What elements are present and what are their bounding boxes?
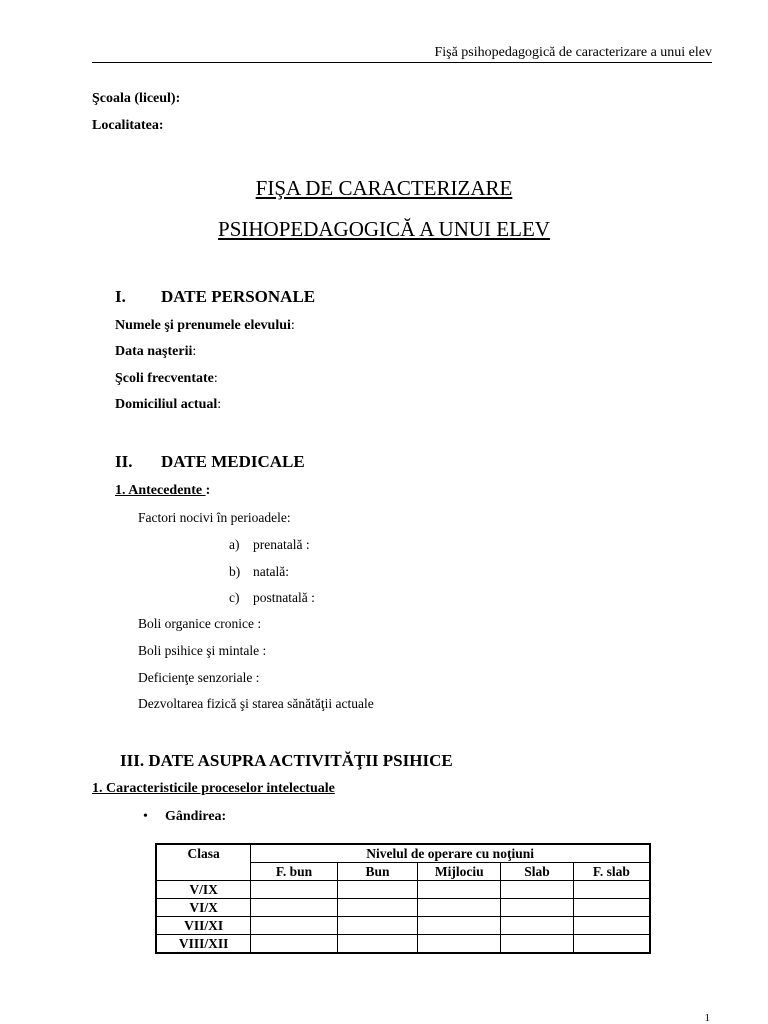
page-number: 1: [704, 1012, 710, 1024]
table-cell: [501, 935, 574, 954]
period-b-letter: b): [229, 564, 241, 579]
table-cell: [573, 899, 650, 917]
table-row: [156, 899, 650, 917]
document-title-line1: FIŞA DE CARACTERIZARE: [255, 176, 513, 200]
table-cell: [501, 917, 574, 935]
locality-label: Localitatea:: [92, 118, 164, 133]
header-rule: [92, 62, 712, 63]
table-cell: [418, 917, 501, 935]
table-cell: [418, 899, 501, 917]
table-cell: [337, 917, 418, 935]
table-row-class: VIII/XII: [156, 935, 251, 954]
period-b-text: natală:: [253, 564, 289, 579]
physical-development-label: Dezvoltarea fizică şi starea sănătăţii actuale: [138, 696, 374, 711]
table-header-level: F. bun: [251, 863, 338, 881]
table-header-level: Bun: [337, 863, 418, 881]
section2-number: II.: [115, 452, 133, 471]
table-cell: [501, 881, 574, 899]
table-row: [156, 881, 650, 899]
period-a-text: prenatală :: [253, 537, 310, 552]
section2-heading: DATE MEDICALE: [161, 452, 305, 471]
mental-diseases-label: Boli psihice şi mintale :: [138, 643, 267, 658]
table-row: [156, 935, 650, 954]
table-cell: [573, 935, 650, 954]
document-title-line2: PSIHOPEDAGOGICĂ A UNUI ELEV: [218, 217, 550, 241]
table-header-level: F. slab: [573, 863, 650, 881]
table-header-level: Mijlociu: [418, 863, 501, 881]
harmful-factors-label: Factori nocivi în perioadele:: [138, 510, 291, 525]
field-birth-date: Data naşterii:: [115, 344, 197, 359]
antecedents-subheading: 1. Antecedente :: [115, 483, 211, 498]
table-cell: [337, 881, 418, 899]
table-cell: [251, 917, 338, 935]
intellectual-processes-subheading: 1. Caracteristicile proceselor intelectuale: [92, 781, 335, 796]
table-cell: [573, 881, 650, 899]
running-header: Fişă psihopedagogică de caracterizare a unui elev: [434, 45, 712, 60]
table-header-level-group: Nivelul de operare cu noţiuni: [251, 844, 650, 863]
sensory-deficiencies-label: Deficienţe senzoriale :: [138, 670, 260, 685]
table-header-class: Clasa: [156, 844, 251, 881]
table-cell: [251, 935, 338, 954]
table-row-class: VI/X: [156, 899, 251, 917]
table-cell: [337, 899, 418, 917]
table-cell: [251, 881, 338, 899]
thinking-label: Gândirea:: [165, 809, 227, 824]
table-cell: [418, 935, 501, 954]
concept-operation-table: [155, 843, 651, 954]
section1-heading: DATE PERSONALE: [161, 287, 316, 306]
table-header-level: Slab: [501, 863, 574, 881]
chronic-diseases-label: Boli organice cronice :: [138, 616, 262, 631]
section3-heading: III. DATE ASUPRA ACTIVITĂŢII PSIHICE: [120, 751, 453, 770]
period-c-text: postnatală :: [253, 590, 315, 605]
table-cell: [251, 899, 338, 917]
school-label: Şcoala (liceul):: [92, 91, 181, 106]
table-cell: [501, 899, 574, 917]
table-cell: [418, 881, 501, 899]
table-row: [156, 917, 650, 935]
table-row-class: V/IX: [156, 881, 251, 899]
period-c-letter: c): [229, 590, 240, 605]
field-student-name: Numele şi prenumele elevului:: [115, 318, 295, 333]
period-a-letter: a): [229, 537, 240, 552]
bullet-dot: •: [143, 809, 148, 824]
table-cell: [337, 935, 418, 954]
section1-number: I.: [115, 287, 126, 306]
field-address: Domiciliul actual:: [115, 397, 222, 412]
table-cell: [573, 917, 650, 935]
field-schools: Şcoli frecventate:: [115, 371, 218, 386]
table-row-class: VII/XI: [156, 917, 251, 935]
